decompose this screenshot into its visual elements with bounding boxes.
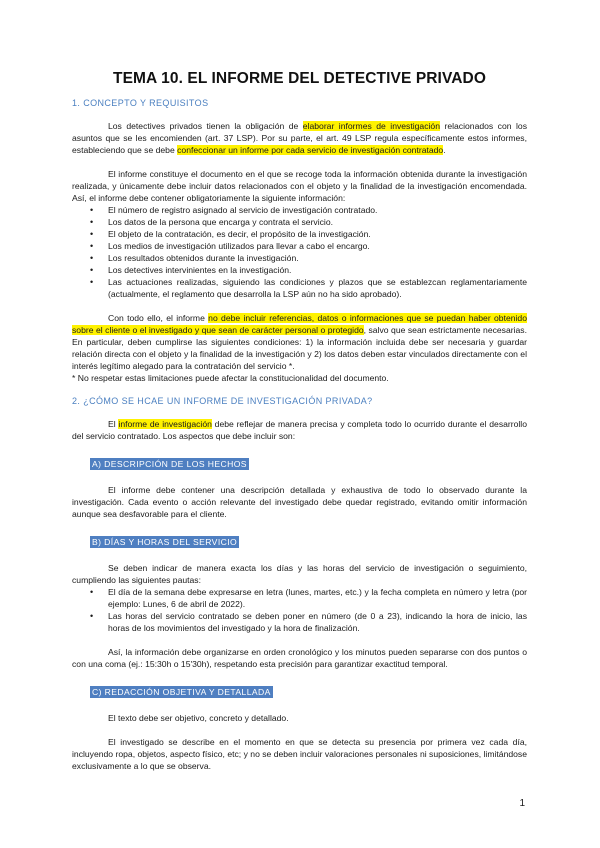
list-item: • El objeto de la contratación, es decir, el propósito de la investigación. — [108, 228, 527, 240]
list-item: • El día de la semana debe expresarse en letra (lunes, martes, etc.) y la fecha completa en número y letra (por ejemplo: Lunes, 6 de abril de 2022). — [108, 586, 527, 610]
required-info-list — [72, 204, 527, 300]
list-item: • El número de registro asignado al servicio de investigación contratado. — [108, 204, 527, 216]
list-item: • Los detectives intervinientes en la investigación. — [108, 264, 527, 276]
highlight-elaborar-informes: elaborar informes de investigación — [302, 121, 440, 131]
paragraph-obligacion: Los detectives privados tienen la obligación de elaborar informes de investigación relacionados con los asuntos que se les encomienden (art. 37 LSP). Por su parte, el art. 49 LSP regula específicamente estos informes, estableciendo que se debe confeccionar un informe por cada servicio de investigación contratado. — [72, 121, 528, 155]
document-page — [72, 70, 527, 772]
list-item: • Las horas del servicio contratado se deben poner en número (de 0 a 23), indicando la hora de inicio, las horas de los movimientos del investigado y la hora de finalización. — [108, 610, 527, 634]
list-item: • Los medios de investigación utilizados para llevar a cabo el encargo. — [108, 240, 527, 252]
section-heading-concepto: 1. CONCEPTO Y REQUISITOS — [72, 98, 209, 108]
list-item: • Los datos de la persona que encarga y contrata el servicio. — [108, 216, 527, 228]
page-number: 1 — [519, 798, 525, 809]
subheading-dias-horas: B) DÍAS Y HORAS DEL SERVICIO — [92, 537, 238, 547]
paragraph-informe-investigacion: El informe de investigación debe reflejar de manera precisa y completa todo lo ocurrido durante el desarrollo del servicio contratado. Los aspectos que debe incluir son: — [72, 419, 527, 441]
paragraph-texto-objetivo: El texto debe ser objetivo, concreto y detallado. — [108, 713, 289, 723]
paragraph-informe-constituye: El informe constituye el documento en el que se recoge toda la información obtenida durante la investigación realizada, y únicamente debe incluir datos relacionados con el objeto y la finalidad de la investigación encomendada. Así, el informe debe contener obligatoriamente la siguiente información: — [72, 169, 527, 203]
highlight-informe-investigacion: informe de investigación — [118, 419, 212, 429]
subheading-descripcion-hechos: A) DESCRIPCIÓN DE LOS HECHOS — [92, 459, 247, 469]
highlight-no-debe-incluir: no debe incluir referencias, datos o informaciones que se puedan haber obtenido sobre el cliente o el investigado y que sean de carácter personal o protegido — [72, 313, 527, 335]
document-title: TEMA 10. EL INFORME DEL DETECTIVE PRIVADO — [113, 70, 486, 87]
paragraph-descripcion-hechos: El informe debe contener una descripción detallada y exhaustiva de todo lo observado durante la investigación. Cada evento o acción relevante del investigado debe quedar registrado, evitando omitir información aunque sea desfavorable para el cliente. — [72, 485, 527, 519]
list-item: • Las actuaciones realizadas, siguiendo las condiciones y plazos que se establezcan reglamentariamente (actualmente, el reglamento que desarrolla la LSP aún no ha sido aprobado). — [108, 276, 527, 300]
paragraph-dias-horas: Se deben indicar de manera exacta los días y las horas del servicio de investigación o seguimiento, cumpliendo las siguientes pautas: — [72, 563, 527, 585]
paragraph-investigado-describe: El investigado se describe en el momento en que se detecta su presencia por primera vez cada día, incluyendo ropa, objetos, aspecto físico, etc; y no se deben incluir valoraciones personales ni suposiciones, limitándose exclusivamente a lo que se observa. — [72, 737, 527, 771]
highlight-confeccionar-informe: confeccionar un informe por cada servicio de investigación contratado — [177, 145, 444, 155]
subheading-redaccion-objetiva: C) REDACCIÓN OBJETIVA Y DETALLADA — [92, 687, 271, 697]
paragraph-orden-cronologico: Así, la información debe organizarse en orden cronológico y los minutos pueden separarse con dos puntos o con una coma (ej.: 15:30h o 15'30h), respetando esta precisión para garantizar exactitud temporal. — [72, 647, 527, 669]
section-heading-como-se-hace: 2. ¿CÓMO SE HCAE UN INFORME DE INVESTIGACIÓN PRIVADA? — [72, 396, 373, 406]
footnote-constitucionalidad: * No respetar estas limitaciones puede afectar la constitucionalidad del documento. — [72, 373, 389, 383]
list-item: • Los resultados obtenidos durante la investigación. — [108, 252, 527, 264]
paragraph-con-todo-ello: Con todo ello, el informe no debe incluir referencias, datos o informaciones que se puedan haber obtenido sobre el cliente o el investigado y que sean de carácter personal o protegido, salvo que sean estrictamente necesarias. En particular, deben cumplirse las siguientes condiciones: 1) la información incluida debe ser necesaria y guardar relación directa con el objeto y la finalidad de la investigación y 2) los datos deben estar vinculados directamente con el interés legítimo alegado para la contratación del servicio *. — [72, 313, 527, 371]
dias-horas-list — [72, 586, 527, 634]
